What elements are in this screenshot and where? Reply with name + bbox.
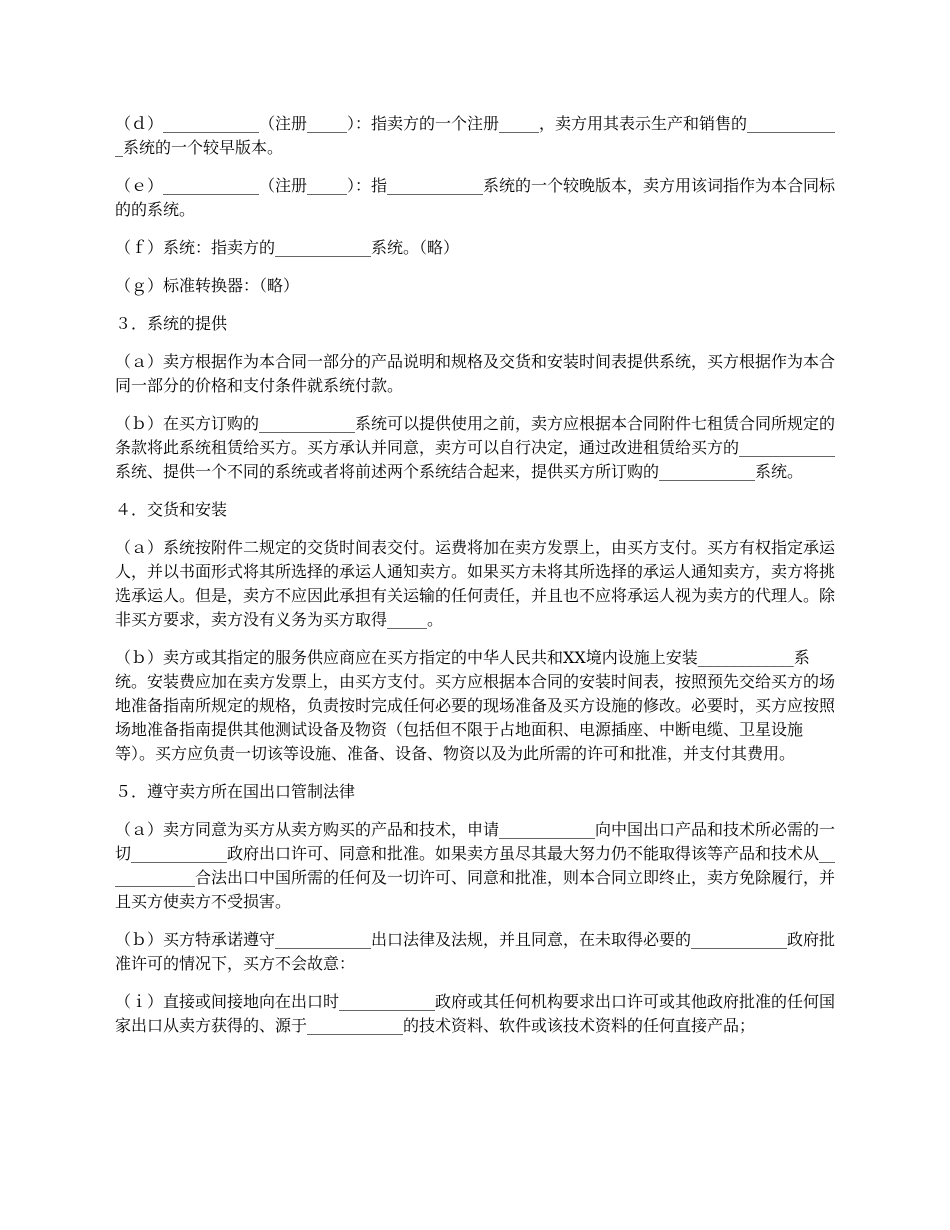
section-3-heading: ３．系统的提供: [115, 314, 228, 333]
clause-e: （ｅ）____________（注册_____）：指____________系统的一个较晚版本，卖方用该词指作为本合同标的的系统。: [115, 176, 836, 219]
clause-3b: （ｂ）在买方订购的____________系统可以提供使用之前，卖方应根据本合同附件七租赁合同所规定的条款将此系统租赁给买方。买方承认并同意，卖方可以自行决定，通过改进租赁给买方的____________系统、提供一个不同的系统或者将前述两个系统结合起来，提供买方所订购的____________系统。: [115, 414, 836, 481]
section-4-heading: ４．交货和安装: [115, 500, 228, 519]
clause-5a: （ａ）卖方同意为买方从卖方购买的产品和技术，申请____________向中国出口产品和技术所必需的一切____________政府出口许可、同意和批准。如果卖方虽尽其最大努力仍不能取得该等产品和技术从____________合法出口中国所需的任何及一切许可、同意和批准，则本合同立即终止，卖方免除履行，并且买方使卖方不受损害。: [115, 820, 836, 911]
clause-4a: （ａ）系统按附件二规定的交货时间表交付。运费将加在卖方发票上，由买方支付。买方有权指定承运人，并以书面形式将其所选择的承运人通知卖方。如果买方未将其所选择的承运人通知卖方，卖方将挑选承运人。但是，卖方不应因此承担有关运输的任何责任，并且也不应将承运人视为卖方的代理人。除非买方要求，卖方没有义务为买方取得_____。: [115, 538, 836, 629]
clause-f: （ｆ）系统：指卖方的____________系统。（略）: [115, 238, 460, 257]
document-page: [115, 112, 840, 1052]
clause-4b: （ｂ）卖方或其指定的服务供应商应在买方指定的中华人民共和XX境内设施上安装____________系统。安装费应加在卖方发票上，由买方支付。买方应根据本合同的安装时间表，按照预先交给买方的场地准备指南所规定的规格，负责按时完成任何必要的现场准备及买方设施的修改。必要时，买方应按照场地准备指南提供其他测试设备及物资（包括但不限于占地面积、电源插座、中断电缆、卫星设施等）。买方应负责一切该等设施、准备、设备、物资以及为此所需的许可和批准，并支付其费用。: [115, 648, 836, 763]
clause-3a: （ａ）卖方根据作为本合同一部分的产品说明和规格及交货和安装时间表提供系统，买方根据作为本合同一部分的价格和支付条件就系统付款。: [115, 352, 836, 395]
clause-5b: （ｂ）买方特承诺遵守____________出口法律及法规，并且同意，在未取得必要的____________政府批准许可的情况下，买方不会故意：: [115, 930, 836, 973]
clause-g: （ｇ）标准转换器：（略）: [115, 276, 300, 295]
clause-5b-i: （ｉ）直接或间接地向在出口时____________政府或其任何机构要求出口许可或其他政府批准的任何国家出口从卖方获得的、源于____________的技术资料、软件或该技术资料的任何直接产品；: [115, 992, 836, 1035]
section-5-heading: ５．遵守卖方所在国出口管制法律: [115, 782, 356, 801]
clause-d: （ｄ）____________（注册_____）：指卖方的一个注册_____，卖方用其表示生产和销售的____________系统的一个较早版本。: [115, 114, 836, 157]
